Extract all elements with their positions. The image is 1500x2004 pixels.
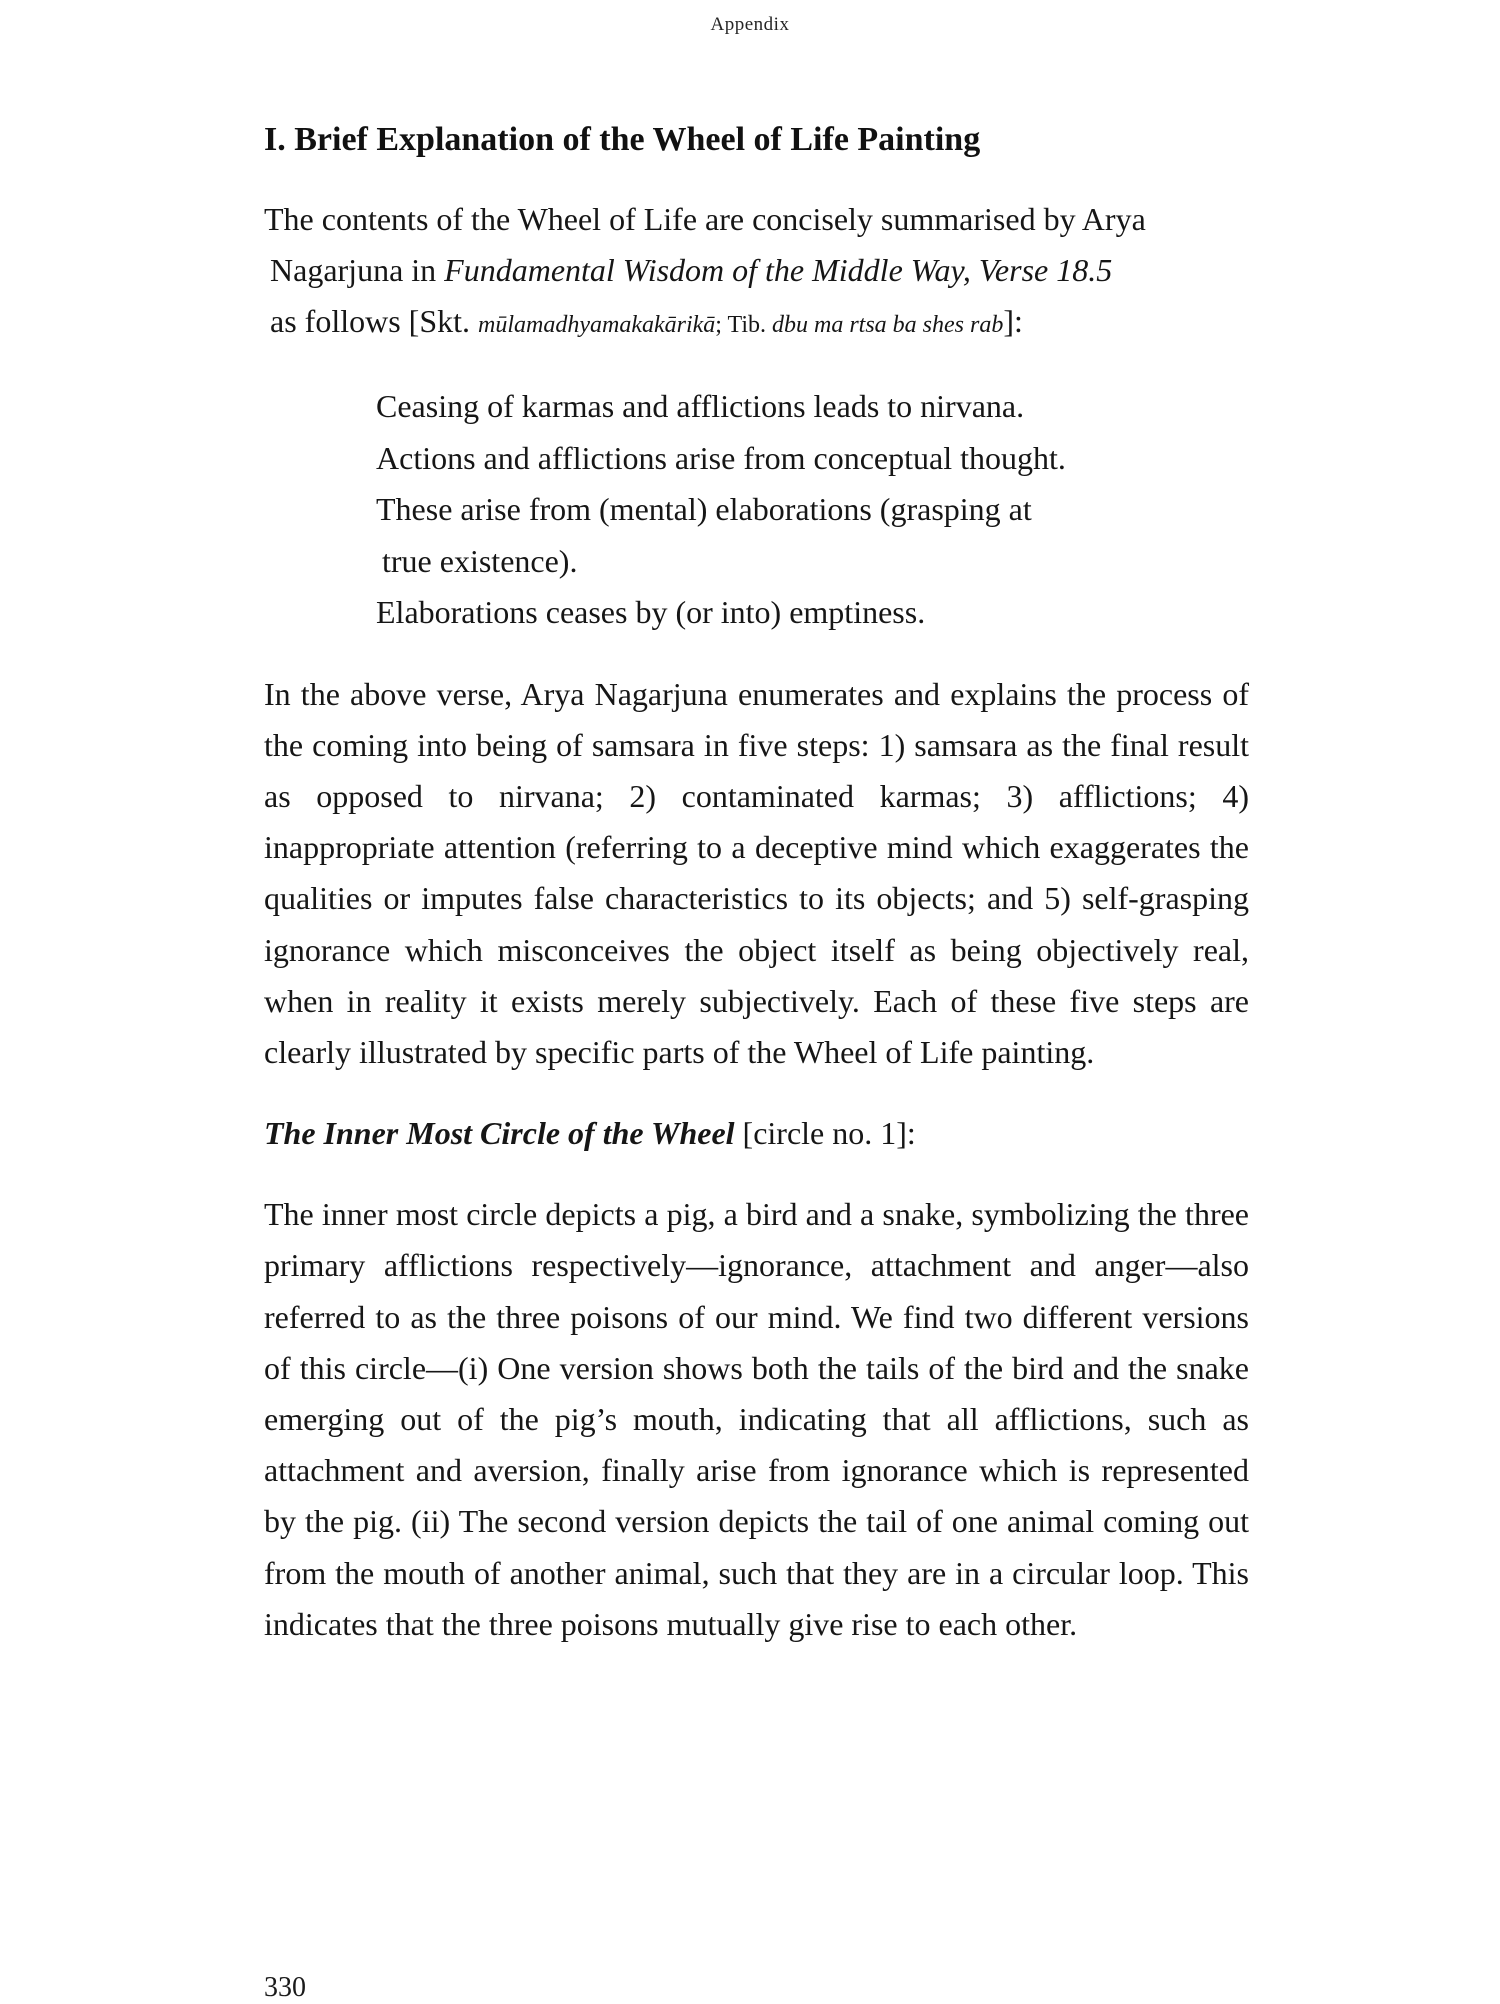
verse-line: Ceasing of karmas and afflictions leads to nirvana. <box>376 388 1025 424</box>
intro-line-2 <box>264 245 1249 296</box>
section-heading: I. Brief Explanation of the Wheel of Life Painting <box>264 121 981 158</box>
verse-line: These arise from (mental) elaborations (grasping at <box>376 491 1032 527</box>
intro-text: ; Tib. <box>715 312 772 338</box>
intro-text: Nagarjuna in <box>270 252 445 288</box>
page-number: 330 <box>264 1972 306 2003</box>
intro-text: as follows [Skt. <box>270 303 478 339</box>
page-content <box>264 118 1249 1650</box>
verse-line: Elaborations ceases by (or into) emptiness. <box>376 594 926 630</box>
subheading-suffix: [circle no. 1]: <box>734 1115 916 1152</box>
paragraph-five-steps: In the above verse, Arya Nagarjuna enumerates and explains the process of the coming into being of samsara in five steps: 1) samsara as the final result as opposed to nirvana; 2) contaminated karmas; 3) afflictions; 4) inappropriate attention (referring to a deceptive mind which exaggerates the qualities or imputes false characteristics to its objects; and 5) self-grasping ignorance which misconceives the object itself as being objectively real, when in reality it exists merely subjectively. Each of these five steps are clearly illustrated by specific parts of the Wheel of Life painting. <box>264 675 1249 1070</box>
paragraph-inner-circle: The inner most circle depicts a pig, a bird and a snake, symbolizing the three primary afflictions respectively—ignorance, attachment and anger—also referred to as the three poisons of our mind. We find two different versions of this circle—(i) One version shows both the tails of the bird and the snake emerging out of the pig’s mouth, indicating that all afflictions, such as attachment and aversion, finally arise from ignorance which is represented by the pig. (ii) The second version depicts the tail of one animal coming out from the mouth of another animal, such that they are in a circular loop. This indicates that the three poisons mutually give rise to each other. <box>264 1196 1249 1642</box>
work-title: Fundamental Wisdom of the Middle Way, Verse 18.5 <box>444 252 1113 288</box>
sanskrit-title: mūlamadhyamakakārikā <box>478 312 716 338</box>
intro-text: ]: <box>1003 303 1023 339</box>
intro-line-1: The contents of the Wheel of Life are concisely summarised by Arya <box>264 201 1146 237</box>
verse-line: true existence). <box>382 542 578 579</box>
intro-line-3 <box>264 296 1249 351</box>
tibetan-title: dbu ma rtsa ba shes rab <box>772 312 1004 338</box>
subheading-inner-circle <box>264 1108 1249 1159</box>
verse-block <box>376 381 1249 639</box>
intro-paragraph <box>264 194 1249 351</box>
subheading-title: The Inner Most Circle of the Wheel <box>264 1115 735 1152</box>
running-head: Appendix <box>710 14 790 35</box>
verse-line: Actions and afflictions arise from conceptual thought. <box>376 439 1066 476</box>
